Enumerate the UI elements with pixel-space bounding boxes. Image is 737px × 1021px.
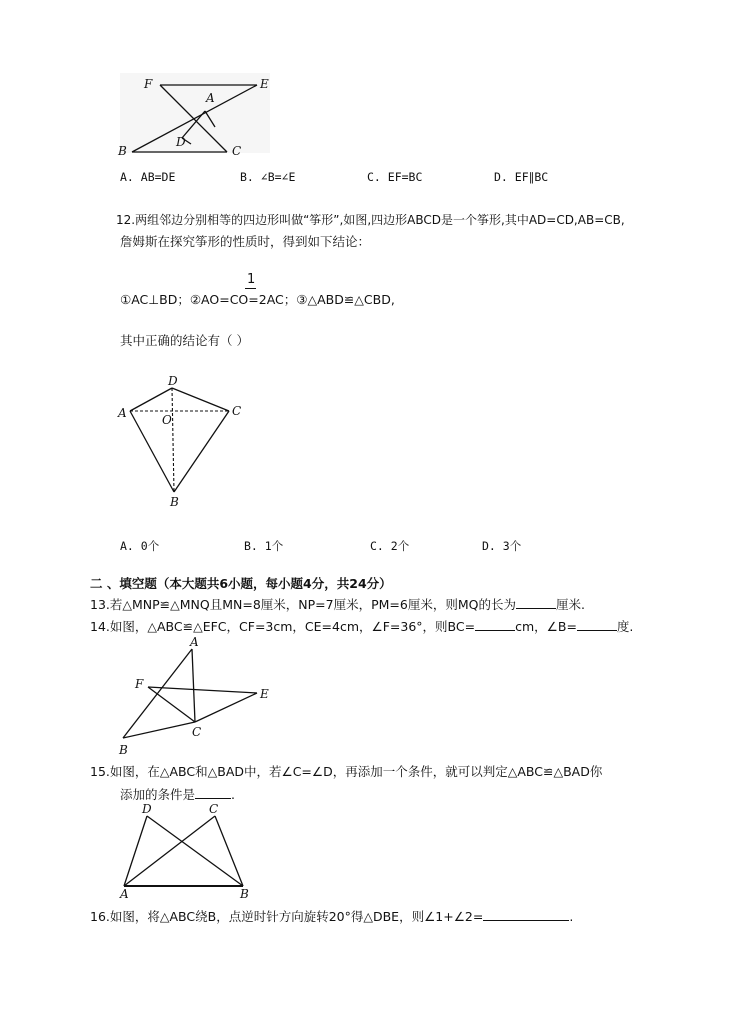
q13-text: 13.若△MNP≌△MNQ且MN=8厘米，NP=7厘米，PM=6厘米，则MQ的长为 [90,597,516,612]
label-D: D [142,802,152,816]
q12-option-a: A. 0个 [120,539,160,553]
q16 [90,908,573,925]
q14-mid: cm，∠B= [515,619,577,634]
q12-conclusions-part2: AC；③△ABD≌△CBD, [266,292,395,307]
q14-text: 14.如图，△ABC≌△EFC，CF=3cm，CE=4cm，∠F=36°，则BC= [90,619,476,634]
q14-blank-angle-b[interactable] [577,618,617,631]
label-D: D [168,374,178,388]
label-B: B [118,144,127,158]
figure-q14 [110,635,275,760]
label-A: A [206,91,215,105]
q12-option-b: B. 1个 [244,539,284,553]
q13-unit: 厘米. [555,597,585,612]
q16-blank[interactable] [483,908,569,921]
q15-line2-text: 添加的条件是 [120,787,196,802]
q12-conclusions [120,292,395,308]
label-B: B [170,495,179,509]
q14-blank-bc[interactable] [475,618,515,631]
figure-q11 [110,68,275,163]
label-B: B [119,743,128,757]
q12-line2: 詹姆斯在探究筝形的性质时，得到如下结论： [120,234,371,249]
q14-end: 度. [616,619,634,634]
q12-fraction-bar [245,288,256,289]
q15-blank[interactable] [195,786,231,799]
label-A: A [118,406,127,420]
label-A: A [190,635,199,649]
label-C: C [209,802,219,816]
label-E: E [260,687,269,701]
q13-blank[interactable] [516,596,556,609]
q15-line1: 15.如图，在△ABC和△BAD中，若∠C=∠D，再添加一个条件，就可以判定△ABC≌△BAD你 [90,764,603,779]
q12-option-d: D. 3个 [482,539,522,553]
q16-text: 16.如图，将△ABC绕B，点逆时针方向旋转20°得△DBE，则∠1+∠2= [90,909,484,924]
q12-conclusions-part1: ①AC⊥BD；②AO=CO= [120,292,259,307]
q12-question: 其中正确的结论有（ ） [120,333,249,348]
q11-option-a: A. AB=DE [120,170,176,184]
q12-line1: 12.两组邻边分别相等的四边形叫做“筝形”,如图,四边形ABCD是一个筝形,其中AD=CD,AB=CB, [116,213,625,227]
q12-fraction-numerator: 1 [247,272,256,287]
label-F: F [135,677,144,691]
q11-option-d: D. EF∥BC [494,170,549,184]
label-C: C [232,404,242,418]
q16-end: . [569,909,574,924]
label-F: F [144,77,153,91]
label-B: B [240,887,249,900]
label-O: O [162,413,172,427]
figure-q15 [110,800,270,900]
q12-fraction-denominator: 2 [258,292,267,307]
q12-option-c: C. 2个 [370,539,410,553]
q15-line2-end: . [231,787,235,802]
q11-option-c: C. EF=BC [367,170,423,184]
q13 [90,596,585,613]
label-E: E [260,77,269,91]
label-A: A [120,887,129,900]
label-C: C [232,144,242,158]
label-D: D [176,135,186,149]
q11-option-b: B. ∠B=∠E [240,170,296,184]
q14 [90,618,633,635]
section-fill-in-title: 二 、填空题（本大题共6小题，每小题4分，共24分） [90,576,392,591]
figure-q12-kite [112,370,252,515]
label-C: C [192,725,202,739]
